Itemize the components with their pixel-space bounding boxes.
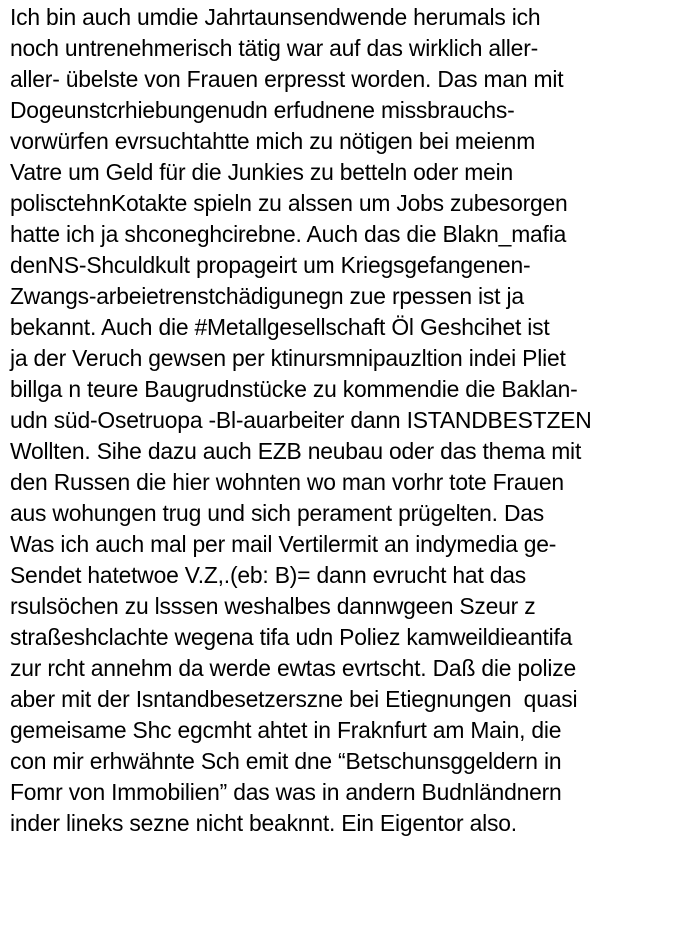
text-line: straßeshclachte wegena tifa udn Poliez kamweildieantifa — [10, 624, 573, 650]
text-line: bekannt. Auch die #Metallgesellschaft Öl Geshcihet ist — [10, 314, 550, 340]
text-line: zur rcht annehm da werde ewtas evrtscht. Daß die polize — [10, 655, 576, 681]
text-line: denNS-Shculdkult propageirt um Kriegsgefangenen- — [10, 252, 531, 278]
text-line: den Russen die hier wohnten wo man vorhr tote Frauen — [10, 469, 564, 495]
text-line: Ich bin auch umdie Jahrtaunsendwende herumals ich — [10, 4, 541, 30]
text-line: gemeisame Shc egcmht ahtet in Fraknfurt am Main, die — [10, 717, 562, 743]
text-line: polisctehnKotakte spieln zu alssen um Jobs zubesorgen — [10, 190, 568, 216]
text-line: ja der Veruch gewsen per ktinursmnipauzltion indei Pliet — [10, 345, 566, 371]
text-line: aber mit der Isntandbesetzerszne bei Etiegnungen quasi — [10, 686, 578, 712]
text-line: con mir erhwähnte Sch emit dne “Betschunsggeldern in — [10, 748, 562, 774]
text-line: udn süd-Osetruopa -Bl-auarbeiter dann ISTANDBESTZEN — [10, 407, 592, 433]
text-line: inder lineks sezne nicht beaknnt. Ein Eigentor also. — [10, 810, 517, 836]
text-line: Dogeunstcrhiebungenudn erfudnene missbrauchs- — [10, 97, 515, 123]
text-line: aus wohungen trug und sich perament prügelten. Das — [10, 500, 545, 526]
text-line: rsulsöchen zu lsssen weshalbes dannwgeen Szeur z — [10, 593, 536, 619]
text-line: Vatre um Geld für die Junkies zu betteln oder mein — [10, 159, 514, 185]
text-line: aller- übelste von Frauen erpresst worden. Das man mit — [10, 66, 564, 92]
text-line: Wollten. Sihe dazu auch EZB neubau oder das thema mit — [10, 438, 582, 464]
body-text — [10, 2, 682, 839]
text-line: Was ich auch mal per mail Vertilermit an indymedia ge- — [10, 531, 557, 557]
text-line: billga n teure Baugrudnstücke zu kommendie die Baklan- — [10, 376, 578, 402]
text-line: Zwangs-arbeietrenstchädigunegn zue rpessen ist ja — [10, 283, 524, 309]
text-line: Sendet hatetwoe V.Z,.(eb: B)= dann evrucht hat das — [10, 562, 527, 588]
text-line: hatte ich ja shconeghcirebne. Auch das die Blakn_mafia — [10, 221, 567, 247]
text-line: noch untrenehmerisch tätig war auf das wirklich aller- — [10, 35, 539, 61]
text-line: Fomr von Immobilien” das was in andern Budnländnern — [10, 779, 562, 805]
text-line: vorwürfen evrsuchtahtte mich zu nötigen bei meienm — [10, 128, 536, 154]
